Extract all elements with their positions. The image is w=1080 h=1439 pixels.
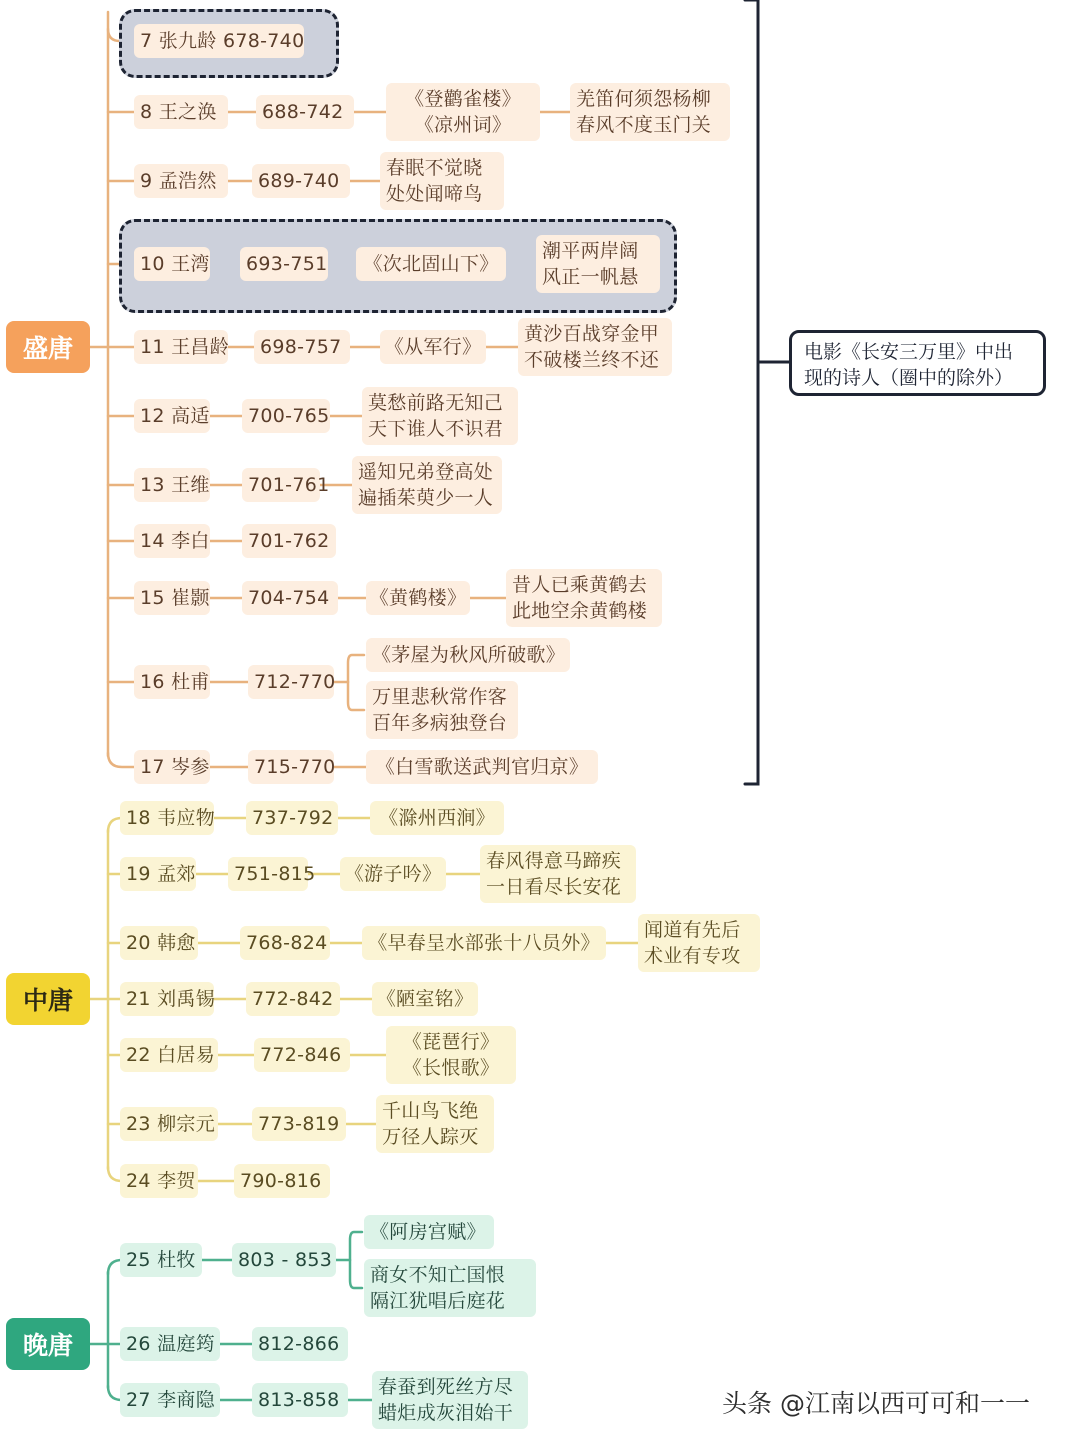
poet-22-works-line: 《琵琶行》 xyxy=(402,1031,500,1053)
poet-15-works-line: 《黄鹤楼》 xyxy=(369,587,467,609)
poet-17-years: 715-770 xyxy=(248,750,334,784)
poet-12-quote xyxy=(362,387,518,445)
poet-26-years: 812-866 xyxy=(252,1327,348,1361)
poet-16-quote xyxy=(366,681,518,739)
poet-8-quote-line: 羌笛何须怨杨柳 xyxy=(576,88,712,110)
poet-13-quote xyxy=(352,456,502,514)
connector xyxy=(108,753,134,767)
connector xyxy=(745,0,758,784)
poet-23-name: 23 柳宗元 xyxy=(120,1107,218,1141)
note-line-1: 电影《长安三万里》中出 xyxy=(804,341,1014,363)
poet-23-quote xyxy=(376,1095,494,1153)
poet-15-years: 704-754 xyxy=(242,581,338,615)
poet-21-name: 21 刘禹锡 xyxy=(120,982,214,1016)
poet-20-name: 20 韩愈 xyxy=(120,926,198,960)
poet-10-name: 10 王湾 xyxy=(134,247,210,281)
poet-15-quote-line: 此地空余黄鹤楼 xyxy=(512,600,648,622)
poet-11-quote xyxy=(518,318,672,376)
poet-27-years: 813-858 xyxy=(252,1383,348,1417)
poet-21-years: 772-842 xyxy=(246,982,340,1016)
poet-17-works-line: 《白雪歌送武判官归京》 xyxy=(375,756,589,778)
poet-24-name: 24 李贺 xyxy=(120,1164,198,1198)
poet-20-works-line: 《早春呈水部张十八员外》 xyxy=(368,932,600,954)
poet-9-quote-line: 春眠不觉晓 xyxy=(386,157,483,179)
poet-19-years: 751-815 xyxy=(228,857,308,891)
poet-25-works xyxy=(364,1215,494,1249)
poet-25-quote xyxy=(364,1259,536,1317)
poet-20-works xyxy=(362,926,606,960)
poet-27-name: 27 李商隐 xyxy=(120,1383,220,1417)
poet-9-quote-line: 处处闻啼鸟 xyxy=(386,183,483,205)
poet-17-works xyxy=(366,750,598,784)
poet-7-name: 7 张九龄 678-740 xyxy=(134,24,304,58)
poet-16-quote-line: 万里悲秋常作客 xyxy=(372,686,508,708)
era-label-wan: 晚唐 xyxy=(6,1318,90,1370)
poet-13-name: 13 王维 xyxy=(134,468,210,502)
poet-21-works-line: 《陋室铭》 xyxy=(376,988,474,1010)
poet-27-quote-line: 春蚕到死丝方尽 xyxy=(378,1376,514,1398)
poet-25-years: 803 - 853 xyxy=(232,1243,336,1277)
poet-9-years: 689-740 xyxy=(252,164,350,198)
poet-10-quote xyxy=(536,235,660,293)
poet-13-years: 701-761 xyxy=(242,468,320,502)
connector xyxy=(350,1232,362,1288)
poet-25-name: 25 杜牧 xyxy=(120,1243,202,1277)
poet-16-name: 16 杜甫 xyxy=(134,665,210,699)
poet-15-quote xyxy=(506,569,662,627)
poet-12-name: 12 高适 xyxy=(134,399,210,433)
poet-8-quote xyxy=(570,83,730,141)
poet-8-works xyxy=(386,83,540,141)
poet-21-works xyxy=(372,982,478,1016)
poet-23-quote-line: 万径人踪灭 xyxy=(382,1126,479,1148)
poet-10-quote-line: 潮平两岸阔 xyxy=(542,240,639,262)
poet-25-quote-line: 商女不知亡国恨 xyxy=(370,1264,506,1286)
poet-25-works-line: 《阿房宫赋》 xyxy=(370,1221,486,1243)
poet-8-works-line: 《登鹳雀楼》 xyxy=(405,88,521,110)
poet-20-quote xyxy=(638,914,760,972)
era-label-zhong: 中唐 xyxy=(6,973,90,1025)
poet-13-quote-line: 遍插茱萸少一人 xyxy=(358,487,494,509)
poet-26-name: 26 温庭筠 xyxy=(120,1327,220,1361)
era-label-sheng: 盛唐 xyxy=(6,321,90,373)
poet-20-quote-line: 闻道有先后 xyxy=(644,919,741,941)
poet-25-quote-line: 隔江犹唱后庭花 xyxy=(370,1290,506,1312)
poet-8-years: 688-742 xyxy=(256,95,354,129)
poet-16-quote-line: 百年多病独登台 xyxy=(372,712,508,734)
poet-8-quote-line: 春风不度玉门关 xyxy=(576,114,712,136)
poet-18-works-line: 《滁州西涧》 xyxy=(379,807,495,829)
poet-23-quote-line: 千山鸟飞绝 xyxy=(382,1100,479,1122)
poet-11-works-line: 《从军行》 xyxy=(384,336,482,358)
poet-10-works-line: 《次北固山下》 xyxy=(363,253,499,275)
poet-27-quote-line: 蜡炬成灰泪始干 xyxy=(378,1402,514,1424)
poet-11-quote-line: 不破楼兰终不还 xyxy=(524,349,660,371)
annotation-note xyxy=(789,330,1046,396)
poet-22-works xyxy=(386,1026,516,1084)
poet-22-works-line: 《长恨歌》 xyxy=(402,1057,500,1079)
poet-19-works xyxy=(340,857,446,891)
poet-20-quote-line: 术业有专攻 xyxy=(644,945,741,967)
poet-10-quote-line: 风正一帆悬 xyxy=(542,266,639,288)
poet-19-quote-line: 春风得意马蹄疾 xyxy=(486,850,622,872)
poet-12-years: 700-765 xyxy=(242,399,330,433)
poet-8-name: 8 王之涣 xyxy=(134,95,228,129)
poet-12-quote-line: 天下谁人不识君 xyxy=(368,418,504,440)
poet-10-works xyxy=(356,247,506,281)
poet-11-quote-line: 黄沙百战穿金甲 xyxy=(524,323,660,345)
poet-17-name: 17 岑参 xyxy=(134,750,210,784)
poet-11-works xyxy=(380,330,486,364)
poet-11-name: 11 王昌龄 xyxy=(134,330,228,364)
poet-16-works-line: 《茅屋为秋风所破歌》 xyxy=(372,644,566,666)
poet-27-quote xyxy=(372,1371,528,1429)
poet-14-years: 701-762 xyxy=(242,524,336,558)
poet-13-quote-line: 遥知兄弟登高处 xyxy=(358,461,494,483)
poet-16-years: 712-770 xyxy=(248,665,334,699)
poet-9-quote xyxy=(380,152,504,210)
poet-8-works-line: 《凉州词》 xyxy=(414,114,512,136)
poet-18-name: 18 韦应物 xyxy=(120,801,214,835)
poet-14-name: 14 李白 xyxy=(134,524,210,558)
poet-9-name: 9 孟浩然 xyxy=(134,164,228,198)
poet-19-works-line: 《游子吟》 xyxy=(344,863,442,885)
poet-22-name: 22 白居易 xyxy=(120,1038,218,1072)
poet-12-quote-line: 莫愁前路无知己 xyxy=(368,392,504,414)
poet-11-years: 698-757 xyxy=(254,330,350,364)
connector xyxy=(348,655,364,710)
poet-15-quote-line: 昔人已乘黄鹤去 xyxy=(512,574,648,596)
poet-19-quote xyxy=(480,845,636,903)
poet-15-name: 15 崔颢 xyxy=(134,581,210,615)
poet-18-years: 737-792 xyxy=(246,801,338,835)
poet-19-name: 19 孟郊 xyxy=(120,857,196,891)
poet-24-years: 790-816 xyxy=(234,1164,330,1198)
poet-15-works xyxy=(366,581,470,615)
poet-10-years: 693-751 xyxy=(240,247,328,281)
note-line-2: 现的诗人（圈中的除外） xyxy=(804,367,1014,389)
poet-18-works xyxy=(370,801,504,835)
poet-19-quote-line: 一日看尽长安花 xyxy=(486,876,622,898)
poet-16-works xyxy=(366,638,570,672)
watermark-credit: 头条 @江南以西可可和一一 xyxy=(722,1389,1030,1418)
poet-23-years: 773-819 xyxy=(252,1107,346,1141)
poet-22-years: 772-846 xyxy=(254,1038,350,1072)
poet-20-years: 768-824 xyxy=(240,926,330,960)
